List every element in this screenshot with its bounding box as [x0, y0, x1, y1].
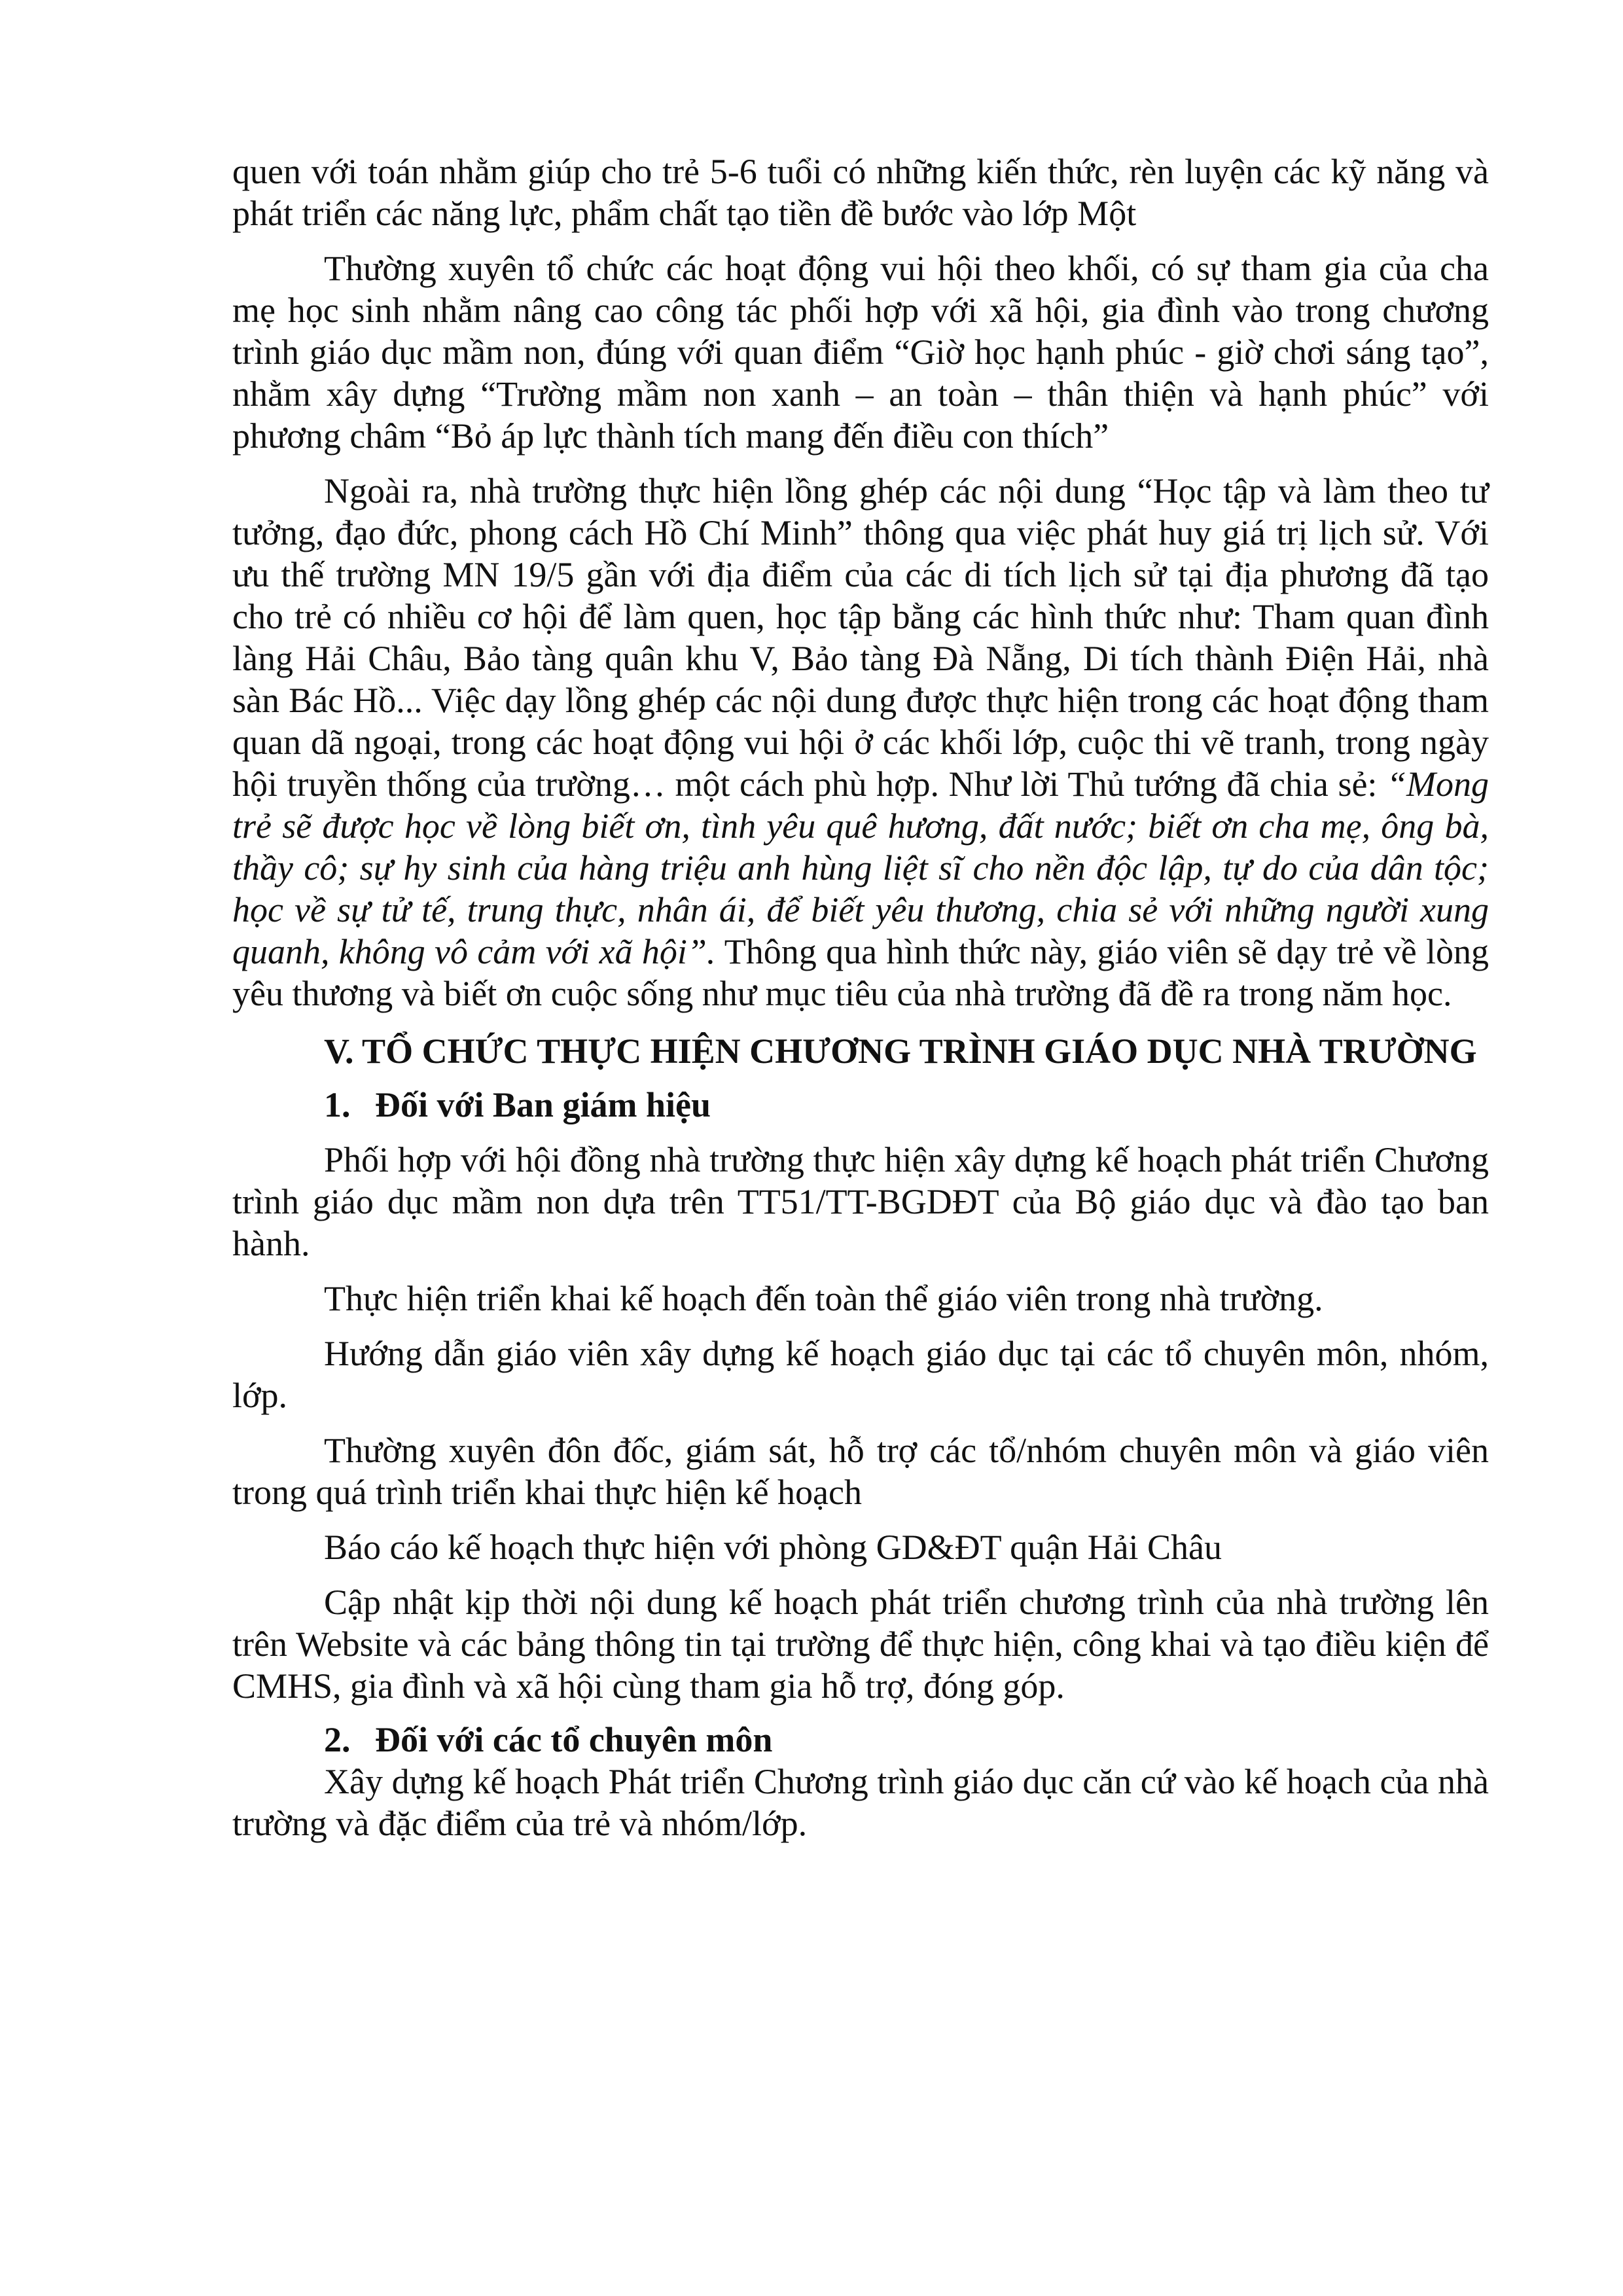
- ban-giam-hieu-item: Phối hợp với hội đồng nhà trường thực hiện xây dựng kế hoạch phát triển Chương trình giáo dục mầm non dựa trên TT51/TT-BGDĐT của Bộ giáo dục và đào tạo ban hành.: [232, 1140, 1489, 1263]
- subsection-1-heading: [324, 1084, 1489, 1126]
- subsection-2-number: 2.: [324, 1720, 351, 1759]
- ban-giam-hieu-item: Hướng dẫn giáo viên xây dựng kế hoạch giáo dục tại các tổ chuyên môn, nhóm, lớp.: [232, 1334, 1489, 1415]
- page-body: [232, 151, 1489, 1844]
- paragraph-integration-text: Ngoài ra, nhà trường thực hiện lồng ghép các nội dung “Học tập và làm theo tư tưởng, đạo đức, phong cách Hồ Chí Minh” thông qua việc phát huy giá trị lịch sử. Với ưu thế trường MN 19/5 gần với địa điểm của các di tích lịch sử tại địa phương đã tạo cho trẻ có nhiều cơ hội để làm quen, học tập bằng các hình thức như: Tham quan đình làng Hải Châu, Bảo tàng quân khu V, Bảo tàng Đà Nẵng, Di tích thành Điện Hải, nhà sàn Bác Hồ... Việc dạy lồng ghép các nội dung được thực hiện trong các hoạt động tham quan dã ngoại, trong các hoạt động vui hội ở các khối lớp, cuộc thi vẽ tranh, trong ngày hội truyền thống của trường… một cách phù hợp. Như lời Thủ tướng đã chia sẻ:: [232, 471, 1489, 804]
- subsection-2-title: Đối với các tổ chuyên môn: [375, 1720, 773, 1759]
- paragraph-integration-ending: Thông qua hình thức này, giáo viên sẽ dạy trẻ về lòng yêu thương và biết ơn cuộc sống như mục tiêu của nhà trường đã đề ra trong năm học.: [232, 932, 1489, 1013]
- subsection-1-number: 1.: [324, 1085, 351, 1124]
- section-heading: V. TỔ CHỨC THỰC HIỆN CHƯƠNG TRÌNH GIÁO DỤC NHÀ TRƯỜNG: [324, 1031, 1477, 1071]
- to-chuyen-mon-item: Xây dựng kế hoạch Phát triển Chương trình giáo dục căn cứ vào kế hoạch của nhà trường và đặc điểm của trẻ và nhóm/lớp.: [232, 1762, 1489, 1843]
- paragraph-activities: Thường xuyên tổ chức các hoạt động vui hội theo khối, có sự tham gia của cha mẹ học sinh nhằm nâng cao công tác phối hợp với xã hội, gia đình vào trong chương trình giáo dục mầm non, đúng với quan điểm “Giờ học hạnh phúc - giờ chơi sáng tạo”, nhằm xây dựng “Trường mầm non xanh – an toàn – thân thiện và hạnh phúc” với phương châm “Bỏ áp lực thành tích mang đến điều con thích”: [232, 249, 1489, 456]
- subsection-2-heading: [324, 1719, 1489, 1761]
- ban-giam-hieu-item: Thực hiện triển khai kế hoạch đến toàn thể giáo viên trong nhà trường.: [324, 1279, 1323, 1318]
- ban-giam-hieu-item: Thường xuyên đôn đốc, giám sát, hỗ trợ các tổ/nhóm chuyên môn và giáo viên trong quá trình triển khai thực hiện kế hoạch: [232, 1431, 1489, 1512]
- prime-minister-quote: “Mong trẻ sẽ được học về lòng biết ơn, tình yêu quê hương, đất nước; biết ơn cha mẹ, ông bà, thầy cô; sự hy sinh của hàng triệu anh hùng liệt sĩ cho nền độc lập, tự do của dân tộc; học về sự tử tế, trung thực, nhân ái, để biết yêu thương, chia sẻ với những người xung quanh, không vô cảm với xã hội”.: [232, 764, 1489, 971]
- paragraph-continuation: quen với toán nhằm giúp cho trẻ 5-6 tuổi có những kiến thức, rèn luyện các kỹ năng và phát triển các năng lực, phẩm chất tạo tiền đề bước vào lớp Một: [232, 152, 1489, 233]
- ban-giam-hieu-item: Báo cáo kế hoạch thực hiện với phòng GD&ĐT quận Hải Châu: [324, 1528, 1222, 1567]
- subsection-1-title: Đối với Ban giám hiệu: [375, 1085, 711, 1124]
- paragraph-integration: [232, 470, 1489, 1014]
- ban-giam-hieu-item: Cập nhật kịp thời nội dung kế hoạch phát triển chương trình của nhà trường lên trên Website và các bảng thông tin tại trường để thực hiện, công khai và tạo điều kiện để CMHS, gia đình và xã hội cùng tham gia hỗ trợ, đóng góp.: [232, 1583, 1489, 1706]
